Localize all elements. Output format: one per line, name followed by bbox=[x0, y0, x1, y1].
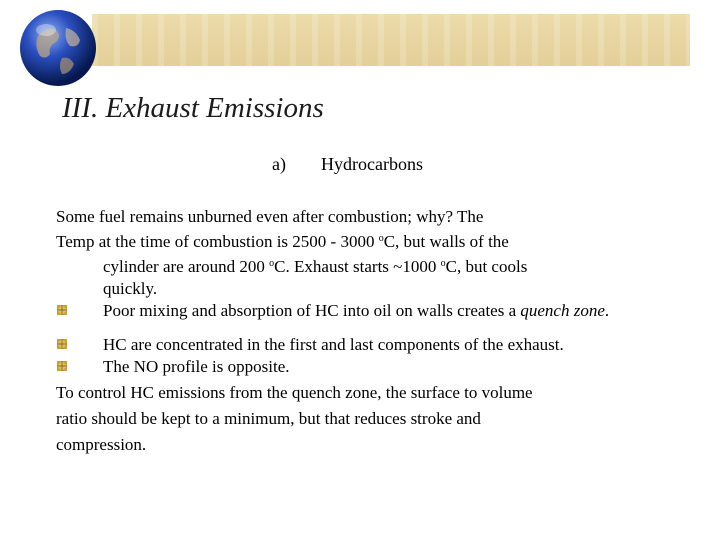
slide-title: III. Exhaust Emissions bbox=[62, 92, 324, 124]
bullet-item-1: Poor mixing and absorption of HC into oil on walls creates a quench zone. bbox=[56, 300, 666, 322]
slide-body bbox=[56, 206, 666, 456]
diamond-bullet-icon bbox=[56, 338, 68, 350]
paragraph-3-line-1: To control HC emissions from the quench zone, the surface to volume bbox=[56, 383, 533, 402]
diamond-bullet-icon bbox=[56, 360, 68, 372]
paragraph-1: Some fuel remains unburned even after combustion; why? The bbox=[56, 207, 484, 226]
header-banner bbox=[92, 14, 690, 66]
paragraph-3-line-2: ratio should be kept to a minimum, but that reduces stroke and bbox=[56, 409, 481, 428]
globe-icon bbox=[16, 6, 100, 90]
subheading-marker: a) bbox=[272, 154, 286, 174]
paragraph-2-line-2: cylinder are around 200 $^o$C. Exhaust starts ~1000 $^o$C, but cools bbox=[103, 257, 528, 276]
paragraph-3-line-3: compression. bbox=[56, 435, 147, 454]
paragraph-2-line-3: quickly. bbox=[103, 279, 158, 298]
subheading-text: Hydrocarbons bbox=[321, 154, 423, 174]
diamond-bullet-icon bbox=[56, 304, 68, 316]
bullet-item-3: The NO profile is opposite. bbox=[56, 356, 666, 378]
bullet-item-2: HC are concentrated in the first and last components of the exhaust. bbox=[56, 334, 666, 356]
paragraph-2-line-1: Temp at the time of combustion is 2500 - 3000 $^o$C, but walls of the bbox=[56, 232, 509, 251]
